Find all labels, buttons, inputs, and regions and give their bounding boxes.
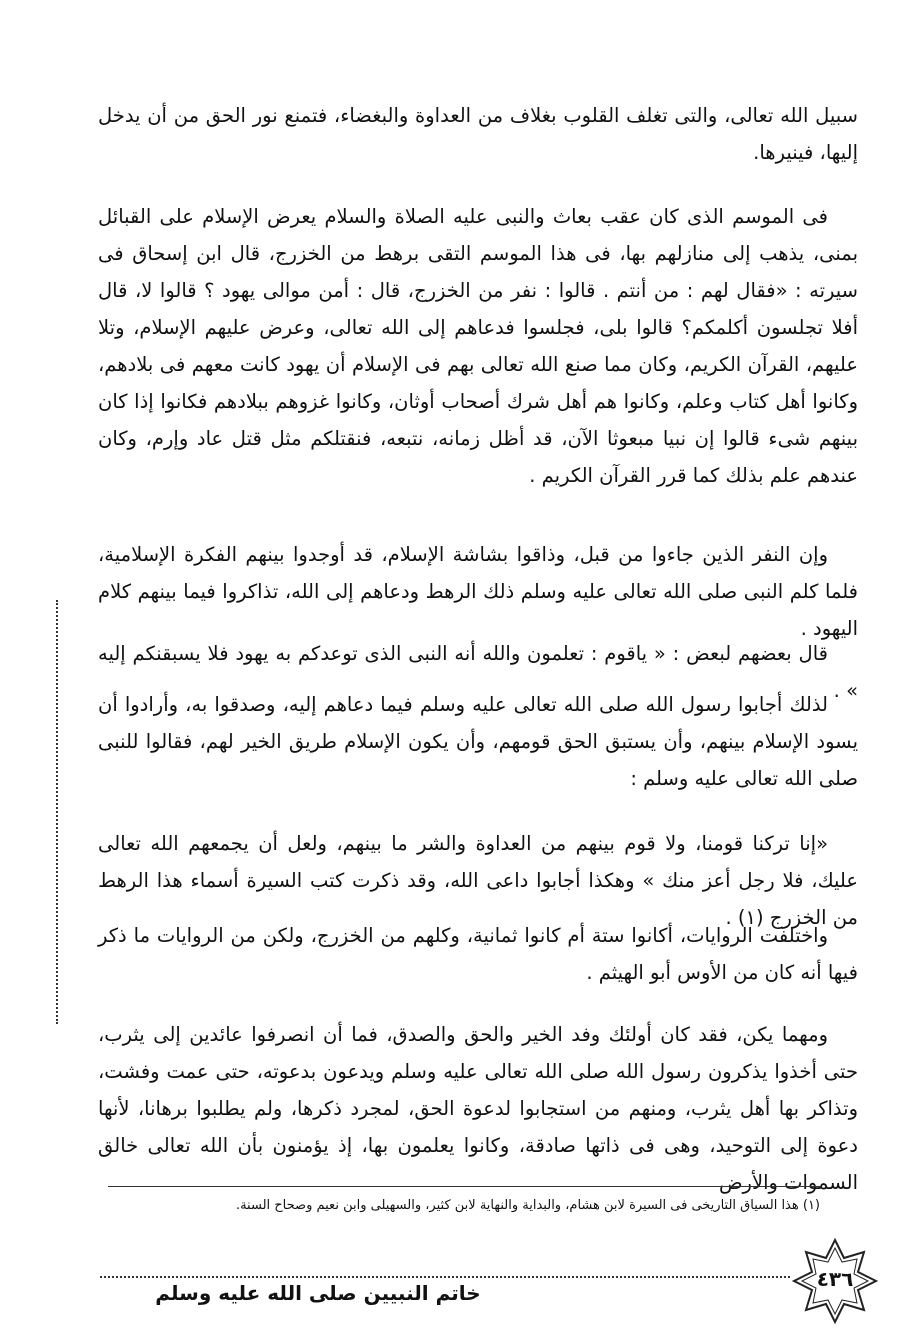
footnote: (١) هذا السياق التاريخى فى السيرة لابن هشام، والبداية والنهاية لابن كثير، والسهيلى وابن نعيم وصحاح السنة. — [235, 1198, 820, 1213]
paragraph-text: فى الموسم الذى كان عقب بعاث والنبى عليه الصلاة والسلام يعرض الإسلام على القبائل بمنى، يذهب إلى منازلهم بها، فى هذا الموسم التقى برهط من الخزرج، قال ابن إسحاق فى سيرته : «فقال لهم : من أنتم . قالوا : نفر من الخزرج، قال : أمن موالى يهود ؟ قالوا لا، قال أفلا تجلسون أكلمكم؟ قالوا بلى، فجلسوا فدعاهم إلى الله تعالى، وعرض عليهم الإسلام، وتلا عليهم، القرآن الكريم، وكان مما صنع الله تعالى بهم فى الإسلام أن يهود كانت معهم فى بلادهم، وكانوا أهل كتاب وعلم، وكانوا هم أهل شرك أصحاب أوثان، وكانوا غزوهم ببلادهم فكانوا إذا كان بينهم شىء قالوا إن نبيا مبعوثا الآن، قد أظل زمانه، نتبعه، فنقتلكم مثل قتل عاد وإرم، وكان عندهم علم بذلك كما قرر القرآن الكريم . — [98, 205, 858, 487]
margin-dotted-rule — [56, 600, 60, 1024]
paragraph-text: «إنا تركنا قومنا، ولا قوم بينهم من العداوة والشر ما بينهم، ولعل أن يجمعهم الله تعالى عليك، فلا رجل أعز منك » وهكذا أجابوا داعى الله، وقد ذكرت كتب السيرة أسماء هذا الرهط من الخزرج (١) . — [98, 832, 858, 929]
paragraph-answer — [98, 686, 858, 797]
paragraph-text: واختلفت الروايات، أكانوا ستة أم كانوا ثمانية، وكلهم من الخزرج، ولكن من الروايات ما ذكر فيها أنه كان من الأوس أبو الهيثم . — [98, 924, 858, 984]
paragraph-text: قال بعضهم لبعض : « ياقوم : تعلمون والله أنه النبى الذى توعدكم به يهود فلا يسبقنكم إليه » . — [98, 642, 858, 702]
paragraph-narrations — [98, 917, 858, 991]
paragraph-text: ومهما يكن، فقد كان أولئك وفد الخير والحق والصدق، فما أن انصرفوا عائدين إلى يثرب، حتى أخذوا يذكرون رسول الله صلى الله تعالى عليه وسلم ويدعون بدعوته، حتى عمت وفشت، وتذاكر بها أهل يثرب، ومنهم من استجابوا لدعوة الحق، لمجرد ذكرها، ولم يطلبوا برهانا، لأنها دعوة إلى التوحيد، وهى فى ذاتها صادقة، وكانوا يعلمون بها، إذ يؤمنون بأن الله تعالى خالق السموات والأرض — [98, 1023, 858, 1194]
running-footer-title: خاتم النبيين صلى الله عليه وسلم — [155, 1281, 481, 1305]
paragraph-islamic-idea — [98, 536, 858, 647]
page-number: ٤٣٦ — [816, 1267, 854, 1291]
paragraph-ibn-ishaq-narration — [98, 198, 858, 494]
paragraph-text: وإن النفر الذين جاءوا من قبل، وذاقوا بشاشة الإسلام، قد أوجدوا بينهم الفكرة الإسلامية، فلما كلم النبى صلى الله تعالى عليه وسلم ذلك الرهط ودعاهم إلى الله، تذاكروا فيما بينهم كلام اليهود . — [98, 543, 858, 640]
footnote-separator — [108, 1186, 820, 1187]
paragraph-delegation — [98, 1016, 858, 1201]
paragraph-text: لذلك أجابوا رسول الله صلى الله تعالى عليه وسلم فيما دعاهم إليه، وصدقوا به، وأرادوا أن يسود الإسلام بينهم، وأن يستبق الحق قومهم، وأن يكون الإسلام طريق الخير لهم، فقالوا للنبى صلى الله تعالى عليه وسلم : — [98, 693, 858, 790]
paragraph-continuation: سبيل الله تعالى، والتى تغلف القلوب بغلاف من العداوة والبغضاء، فتمنع نور الحق من أن يدخل إليها، فينيرها. — [98, 104, 858, 164]
